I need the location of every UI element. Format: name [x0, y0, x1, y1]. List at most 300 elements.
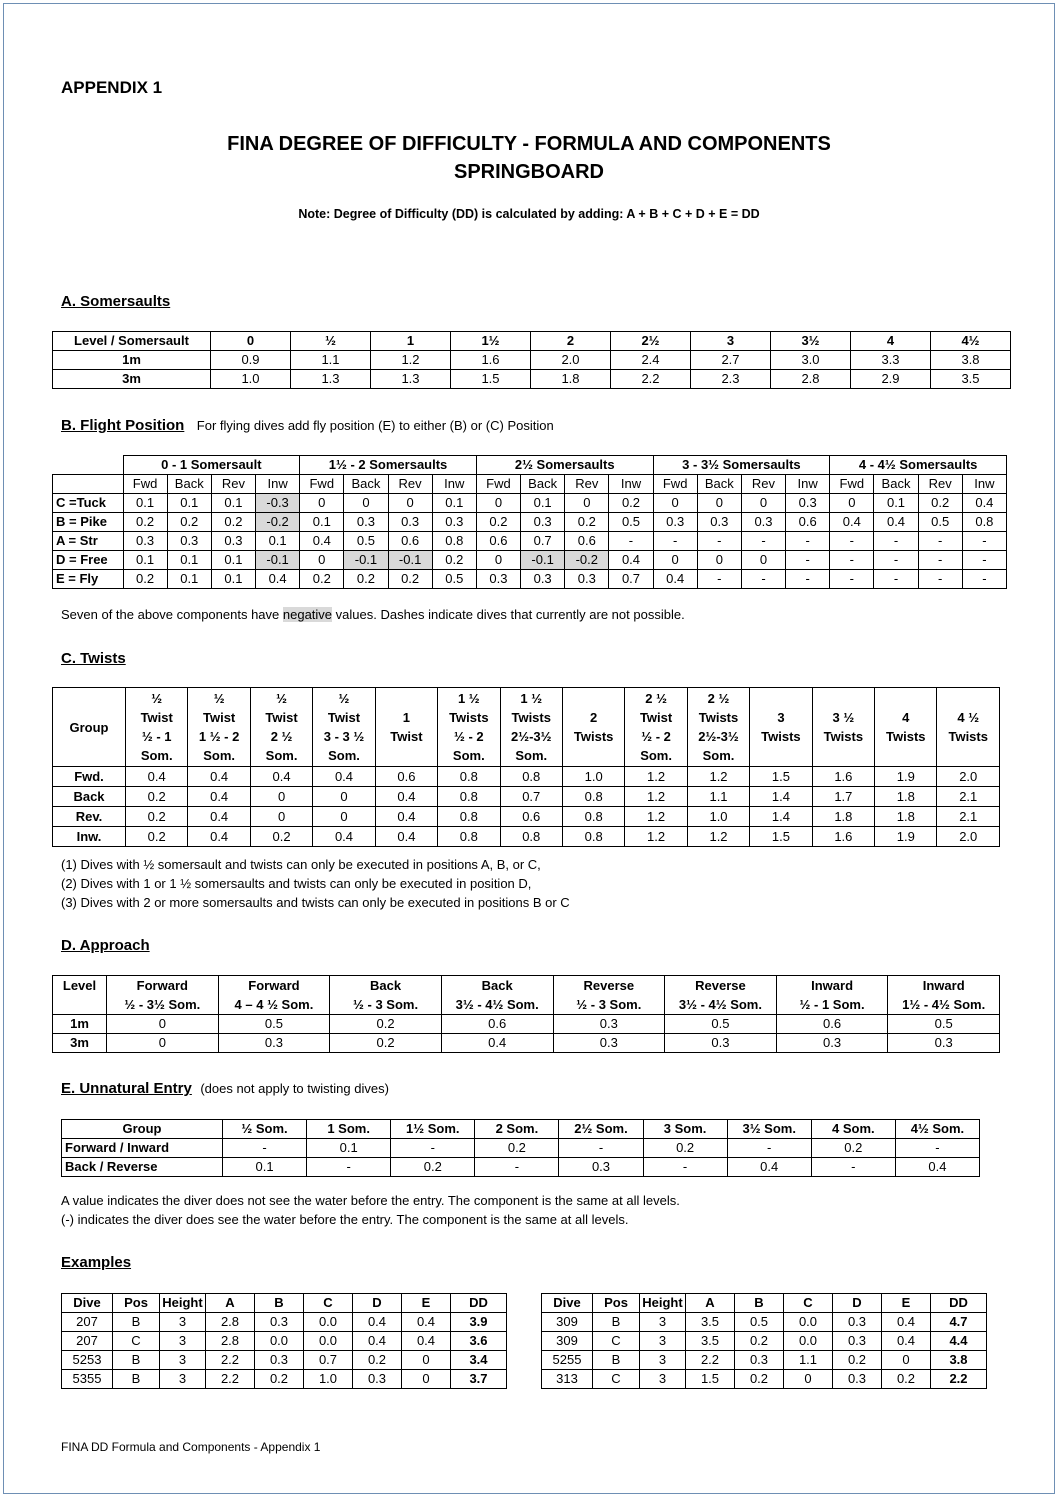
- column-header: [126, 688, 188, 767]
- section-flight-heading-row: [61, 417, 554, 435]
- row-label: C =Tuck: [53, 494, 124, 513]
- header-line: Som.: [328, 748, 360, 763]
- table-cell: 0.7: [500, 787, 562, 807]
- table-cell: 2.0: [937, 767, 1000, 787]
- row-label: E = Fly: [53, 570, 124, 589]
- column-header: DD: [451, 1294, 507, 1313]
- table-cell: 0.3: [833, 1370, 882, 1389]
- table-cell: B: [593, 1351, 640, 1370]
- table-cell: -: [697, 570, 741, 589]
- header-line: 2½-3½: [698, 729, 739, 744]
- table-cell: 0.4: [441, 1034, 553, 1053]
- table-cell: 0.9: [211, 351, 291, 370]
- negative-value-cell: -0.3: [256, 494, 300, 513]
- header-line: Twist: [390, 729, 423, 744]
- table-cell: 0.3: [167, 532, 211, 551]
- table-cell: 0: [653, 494, 697, 513]
- table-cell: 0.2: [476, 513, 520, 532]
- corner-cell: [53, 475, 124, 494]
- table-cell: 0: [388, 494, 432, 513]
- row-label: D = Free: [53, 551, 124, 570]
- section-unnatural-heading: E. Unnatural Entry: [61, 1080, 192, 1097]
- table-cell: 0.3: [697, 513, 741, 532]
- column-header: 1½ Som.: [391, 1120, 475, 1139]
- table-cell: 1.3: [371, 370, 451, 389]
- table-cell: 0: [402, 1351, 451, 1370]
- group-header: 3 - 3½ Somersaults: [653, 456, 830, 475]
- row-label: Forward / Inward: [62, 1139, 223, 1158]
- table-cell: 0.1: [211, 570, 255, 589]
- table-cell: 207: [62, 1332, 113, 1351]
- row-label: Rev.: [53, 807, 126, 827]
- column-subheader: Inw: [432, 475, 476, 494]
- column-subheader: Inw: [256, 475, 300, 494]
- column-header: [375, 688, 437, 767]
- table-cell: 0.8: [500, 767, 562, 787]
- table-cell: 0.6: [500, 807, 562, 827]
- table-cell: 0.4: [375, 807, 437, 827]
- table-cell: -: [918, 532, 962, 551]
- table-cell: 0.8: [438, 767, 500, 787]
- page-subtitle: SPRINGBOARD: [453, 161, 604, 183]
- header-line: 2 ½: [707, 691, 730, 706]
- header-line: Twists: [823, 729, 864, 744]
- table-cell: 0.3: [353, 1370, 402, 1389]
- table-cell: 1.0: [211, 370, 291, 389]
- page-title: FINA DEGREE OF DIFFICULTY - FORMULA AND COMPONENTS: [227, 133, 831, 155]
- group-header: 1½ - 2 Somersaults: [300, 456, 477, 475]
- table-cell: 0.4: [882, 1313, 931, 1332]
- header-line: ½ - 2: [641, 729, 671, 744]
- table-cell: -: [895, 1139, 979, 1158]
- table-cell: 0.4: [188, 807, 250, 827]
- table-cell: 0.1: [167, 570, 211, 589]
- table-cell: 0.6: [375, 767, 437, 787]
- column-header: 1½: [451, 332, 531, 351]
- header-line: [813, 689, 874, 708]
- examples-table-left: [61, 1293, 507, 1389]
- table-cell: -: [786, 532, 830, 551]
- table-cell: 207: [62, 1313, 113, 1332]
- section-somersaults-heading: A. Somersaults: [61, 293, 171, 310]
- table-cell: 0.8: [438, 787, 500, 807]
- table-cell: 0.6: [441, 1015, 553, 1034]
- table-cell: 2.7: [691, 351, 771, 370]
- column-header: C: [784, 1294, 833, 1313]
- column-subheader: Fwd: [123, 475, 167, 494]
- table-cell: 0.1: [211, 551, 255, 570]
- header-line: Twists: [511, 710, 551, 725]
- table-cell: 0.4: [962, 494, 1006, 513]
- table-cell: 0.8: [962, 513, 1006, 532]
- header-line: Forward: [136, 978, 188, 993]
- row-label: B = Pike: [53, 513, 124, 532]
- column-header: C: [304, 1294, 353, 1313]
- table-cell: 0.4: [874, 513, 918, 532]
- table-cell: 0.3: [255, 1351, 304, 1370]
- header-line: Twist: [327, 710, 361, 725]
- table-cell: 0.7: [304, 1351, 353, 1370]
- table-cell: -: [643, 1158, 727, 1177]
- table-cell: 0.2: [126, 827, 188, 847]
- header-line: Inward: [922, 978, 965, 993]
- table-cell: 0: [476, 551, 520, 570]
- table-cell: 0.2: [300, 570, 344, 589]
- header-line: [563, 689, 624, 708]
- table-cell: C: [593, 1370, 640, 1389]
- table-cell: 1.6: [812, 827, 874, 847]
- column-header: 3½ Som.: [727, 1120, 811, 1139]
- table-cell: 0.5: [432, 570, 476, 589]
- table-cell: 3.5: [931, 370, 1011, 389]
- table-cell: 0.2: [344, 570, 388, 589]
- column-subheader: Inw: [609, 475, 653, 494]
- table-cell: 3: [640, 1332, 686, 1351]
- flight-footnote-highlight: negative: [282, 607, 333, 622]
- table-cell: 0.8: [438, 827, 500, 847]
- header-line: 4 ½: [957, 710, 980, 725]
- header-line: 2½-3½: [511, 729, 552, 744]
- table-cell: 0.2: [123, 570, 167, 589]
- table-cell: 1.1: [687, 787, 749, 807]
- table-cell: 0.2: [167, 513, 211, 532]
- dd-total-cell: 4.7: [931, 1313, 987, 1332]
- table-cell: 0.4: [727, 1158, 811, 1177]
- header-line: Reverse: [583, 978, 635, 993]
- header-line: 1½ - 4½ Som.: [902, 997, 986, 1012]
- column-header: [500, 688, 562, 767]
- table-cell: 2.1: [937, 807, 1000, 827]
- table-cell: 0.4: [188, 767, 250, 787]
- unnatural-note-2: (-) indicates the diver does see the water before the entry. The component is the same at all levels.: [61, 1212, 629, 1227]
- table-cell: 1.1: [784, 1351, 833, 1370]
- column-header: DD: [931, 1294, 987, 1313]
- header-line: ½ - 1: [141, 729, 172, 744]
- column-subheader: Inw: [962, 475, 1006, 494]
- row-label: 1m: [53, 1015, 107, 1034]
- table-cell: 3.5: [686, 1313, 735, 1332]
- examples-row: [542, 1313, 987, 1332]
- header-line: [875, 689, 936, 708]
- table-cell: 0: [697, 551, 741, 570]
- examples-row: [542, 1332, 987, 1351]
- column-subheader: Rev: [211, 475, 255, 494]
- examples-row: [62, 1313, 507, 1332]
- examples-row: [62, 1332, 507, 1351]
- table-cell: 0.3: [735, 1351, 784, 1370]
- column-header: 1 Som.: [307, 1120, 391, 1139]
- table-cell: 0: [313, 787, 375, 807]
- table-cell: 2.2: [611, 370, 691, 389]
- unnatural-row: [62, 1158, 980, 1177]
- column-header: [553, 976, 665, 1015]
- header-line: Som.: [265, 748, 298, 763]
- column-header: [218, 976, 330, 1015]
- table-cell: 0: [250, 787, 312, 807]
- flight-row: [53, 570, 1007, 589]
- table-cell: 0.4: [353, 1332, 402, 1351]
- table-cell: 2.2: [206, 1351, 255, 1370]
- table-cell: 0.2: [255, 1370, 304, 1389]
- twists-table: [52, 687, 1000, 847]
- column-header: [888, 976, 1000, 1015]
- column-subheader: Rev: [741, 475, 785, 494]
- table-cell: 0.2: [126, 787, 188, 807]
- table-cell: 0.4: [250, 767, 312, 787]
- table-cell: 0.4: [126, 767, 188, 787]
- header-line: 3: [777, 710, 785, 725]
- table-cell: 0.6: [476, 532, 520, 551]
- column-header: Pos: [113, 1294, 160, 1313]
- twists-header-row: [53, 688, 1000, 767]
- table-cell: -: [559, 1139, 643, 1158]
- table-cell: 3: [160, 1351, 206, 1370]
- table-cell: -: [697, 532, 741, 551]
- column-header: 3 Som.: [643, 1120, 727, 1139]
- table-cell: 0.2: [126, 807, 188, 827]
- table-cell: 0.0: [304, 1332, 353, 1351]
- header-line: Twists: [761, 729, 801, 744]
- table-cell: 0: [402, 1370, 451, 1389]
- section-examples-heading: Examples: [61, 1254, 132, 1271]
- table-cell: 0: [344, 494, 388, 513]
- column-header: [776, 976, 888, 1015]
- table-cell: 3.0: [771, 351, 851, 370]
- table-cell: 0.8: [432, 532, 476, 551]
- table-cell: B: [113, 1351, 160, 1370]
- table-cell: 0.4: [256, 570, 300, 589]
- header-line: ½: [213, 691, 225, 706]
- table-cell: 0.1: [167, 494, 211, 513]
- table-cell: 0.5: [344, 532, 388, 551]
- table-cell: 0: [882, 1351, 931, 1370]
- dd-total-cell: 3.6: [451, 1332, 507, 1351]
- table-cell: B: [113, 1370, 160, 1389]
- twists-row: [53, 767, 1000, 787]
- column-subheader: Rev: [565, 475, 609, 494]
- table-cell: 2.9: [851, 370, 931, 389]
- row-label: Back / Reverse: [62, 1158, 223, 1177]
- table-cell: 0.8: [500, 827, 562, 847]
- somersaults-table: [52, 331, 1011, 389]
- table-cell: 0.8: [562, 787, 624, 807]
- table-cell: 1.9: [875, 827, 937, 847]
- twists-row: [53, 807, 1000, 827]
- column-header: 2½: [611, 332, 691, 351]
- header-line: 3 - 3 ½: [323, 729, 365, 744]
- header-line: Twist: [203, 710, 236, 725]
- header-line: [937, 689, 999, 708]
- table-cell: 0: [476, 494, 520, 513]
- somersaults-row: [53, 370, 1011, 389]
- table-cell: 0: [697, 494, 741, 513]
- table-cell: 0.7: [521, 532, 565, 551]
- negative-value-cell: -0.2: [565, 551, 609, 570]
- table-cell: 1.2: [625, 787, 687, 807]
- table-cell: 0.1: [300, 513, 344, 532]
- flight-subnote: For flying dives add fly position (E) to either (B) or (C) Position: [196, 418, 554, 433]
- column-header: Dive: [542, 1294, 593, 1313]
- flight-row: [53, 551, 1007, 570]
- header-line: 1 ½: [457, 691, 480, 706]
- header-line: Back: [481, 978, 513, 993]
- column-subheader: Back: [167, 475, 211, 494]
- header-line: Twist: [639, 710, 673, 725]
- flight-row: [53, 532, 1007, 551]
- table-cell: 1.2: [371, 351, 451, 370]
- column-header: B: [735, 1294, 784, 1313]
- table-cell: 0.6: [776, 1015, 888, 1034]
- header-line: 3 ½: [832, 710, 855, 725]
- unnatural-note-1: A value indicates the diver does not see the water before the entry. The component is the same at all levels.: [61, 1193, 680, 1208]
- column-header: 2: [531, 332, 611, 351]
- header-line: [813, 746, 874, 765]
- table-cell: 0.2: [918, 494, 962, 513]
- table-cell: 1.4: [750, 807, 812, 827]
- header-line: 4: [902, 710, 910, 725]
- table-cell: 0.3: [888, 1034, 1000, 1053]
- column-subheader: Back: [874, 475, 918, 494]
- examples-header-row: [62, 1294, 507, 1313]
- column-header: [330, 976, 442, 1015]
- table-cell: -: [874, 570, 918, 589]
- column-header: D: [353, 1294, 402, 1313]
- table-cell: 0: [107, 1015, 219, 1034]
- table-cell: 0: [830, 494, 874, 513]
- column-header: 3: [691, 332, 771, 351]
- table-cell: 5255: [542, 1351, 593, 1370]
- unnatural-subnote: (does not apply to twisting dives): [200, 1081, 389, 1096]
- table-cell: 0.2: [735, 1332, 784, 1351]
- table-cell: 0.4: [313, 767, 375, 787]
- table-cell: 0.3: [255, 1313, 304, 1332]
- table-cell: 1.7: [812, 787, 874, 807]
- table-cell: 5253: [62, 1351, 113, 1370]
- section-approach-heading: D. Approach: [61, 937, 150, 954]
- column-header: [250, 688, 312, 767]
- table-cell: 0.4: [313, 827, 375, 847]
- header-line: ½ - 3½ Som.: [124, 997, 201, 1012]
- column-header: Level / Somersault: [53, 332, 211, 351]
- twists-row: [53, 827, 1000, 847]
- column-header: [107, 976, 219, 1015]
- table-cell: 1.4: [750, 787, 812, 807]
- column-header: Dive: [62, 1294, 113, 1313]
- table-cell: 1.5: [750, 767, 812, 787]
- header-line: [563, 746, 624, 765]
- section-flight-heading: B. Flight Position: [61, 417, 185, 434]
- column-header: Level: [53, 976, 107, 1015]
- dd-total-cell: 3.9: [451, 1313, 507, 1332]
- table-cell: 0.1: [307, 1139, 391, 1158]
- header-line: Twists: [886, 729, 926, 744]
- table-cell: -: [918, 570, 962, 589]
- column-header: 4: [851, 332, 931, 351]
- header-line: ½ - 3 Som.: [576, 997, 642, 1012]
- header-line: [750, 746, 811, 765]
- table-cell: 1.9: [875, 767, 937, 787]
- column-header: 1: [371, 332, 451, 351]
- column-subheader: Fwd: [476, 475, 520, 494]
- flight-footnote-pre: Seven of the above components have: [61, 607, 283, 622]
- table-cell: 0.2: [353, 1351, 402, 1370]
- table-cell: 0.2: [643, 1139, 727, 1158]
- header-line: Twists: [948, 729, 988, 744]
- appendix-label: APPENDIX 1: [61, 78, 163, 97]
- table-cell: 2.0: [937, 827, 1000, 847]
- twists-note-1: (1) Dives with ½ somersault and twists can only be executed in positions A, B, or C,: [61, 857, 541, 872]
- table-cell: 0.5: [918, 513, 962, 532]
- table-cell: 0.2: [123, 513, 167, 532]
- column-header: [665, 976, 777, 1015]
- table-cell: 0: [313, 807, 375, 827]
- section-twists-heading: C. Twists: [61, 650, 126, 667]
- column-header: [313, 688, 375, 767]
- table-cell: -: [609, 532, 653, 551]
- table-cell: 0.4: [653, 570, 697, 589]
- examples-row: [62, 1351, 507, 1370]
- table-cell: 0.3: [559, 1158, 643, 1177]
- row-label: 1m: [53, 351, 211, 370]
- dd-total-cell: 2.2: [931, 1370, 987, 1389]
- table-cell: 0.1: [167, 551, 211, 570]
- table-cell: 0.2: [250, 827, 312, 847]
- table-cell: 2.8: [206, 1332, 255, 1351]
- table-cell: 3.5: [686, 1332, 735, 1351]
- examples-row: [62, 1370, 507, 1389]
- column-header: 4 Som.: [811, 1120, 895, 1139]
- column-header: 2 Som.: [475, 1120, 559, 1139]
- column-header: Height: [160, 1294, 206, 1313]
- examples-row: [542, 1351, 987, 1370]
- table-cell: 1.8: [875, 807, 937, 827]
- table-cell: 0: [300, 494, 344, 513]
- table-cell: 0.3: [476, 570, 520, 589]
- header-line: ½: [151, 691, 163, 706]
- flight-footnote: [61, 607, 685, 622]
- table-cell: B: [113, 1313, 160, 1332]
- row-label: Fwd.: [53, 767, 126, 787]
- table-cell: 1.8: [875, 787, 937, 807]
- header-line: Twists: [449, 710, 489, 725]
- table-cell: 1.5: [750, 827, 812, 847]
- table-cell: 0.5: [609, 513, 653, 532]
- unnatural-row: [62, 1139, 980, 1158]
- header-line: 2 ½: [270, 729, 293, 744]
- table-cell: C: [593, 1332, 640, 1351]
- table-cell: 0.4: [188, 787, 250, 807]
- table-cell: 1.5: [451, 370, 531, 389]
- table-cell: 0.3: [344, 513, 388, 532]
- header-line: ½ - 2: [454, 729, 484, 744]
- table-cell: 0.1: [123, 551, 167, 570]
- column-subheader: Rev: [388, 475, 432, 494]
- header-line: 1 ½: [520, 691, 543, 706]
- table-cell: 1.2: [687, 767, 749, 787]
- table-cell: 0.8: [562, 807, 624, 827]
- column-header: 4½: [931, 332, 1011, 351]
- twists-row: [53, 787, 1000, 807]
- approach-table: [52, 975, 1000, 1053]
- column-subheader: Inw: [786, 475, 830, 494]
- column-header: [812, 688, 874, 767]
- approach-header-row: [53, 976, 1000, 1015]
- table-cell: -: [874, 532, 918, 551]
- table-cell: 0.4: [375, 827, 437, 847]
- dd-total-cell: 3.7: [451, 1370, 507, 1389]
- table-cell: -: [830, 551, 874, 570]
- table-cell: -: [475, 1158, 559, 1177]
